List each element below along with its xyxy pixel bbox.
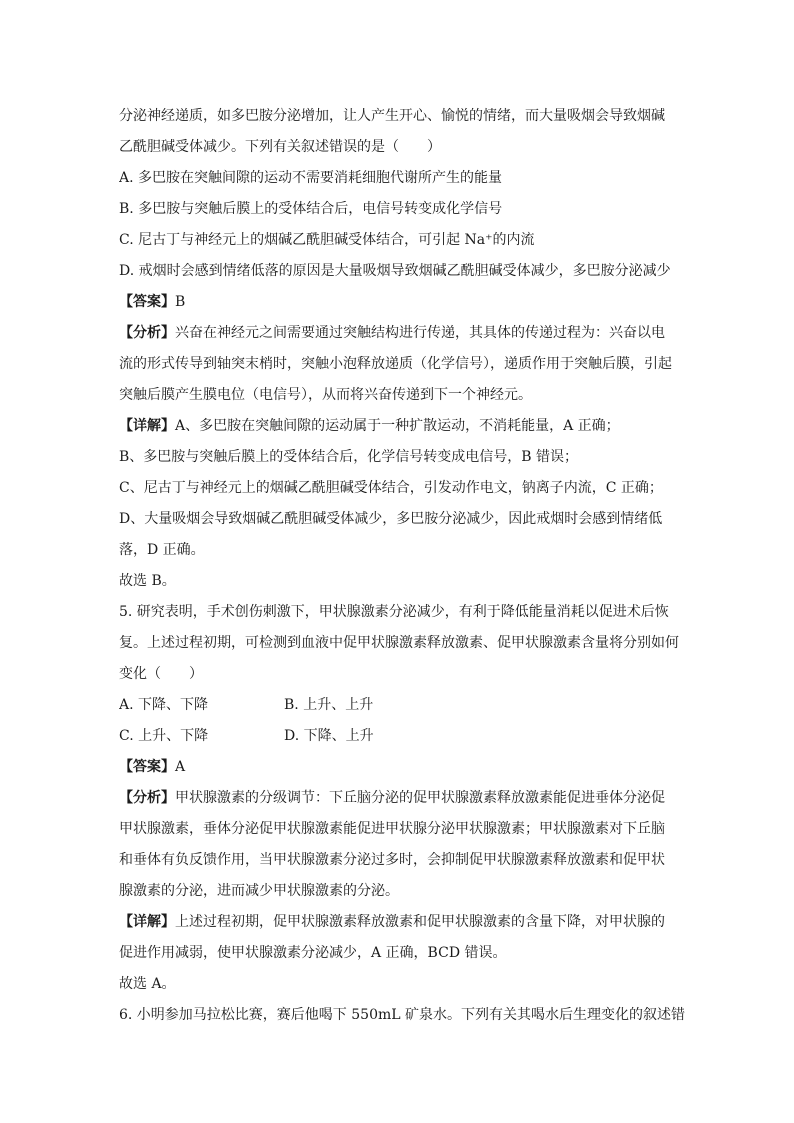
q4-detail-line-2: B、多巴胺与突触后膜上的受体结合后，化学信号转变成电信号，B 错误； xyxy=(119,449,579,465)
q4-stem-line-2: 乙酰胆碱受体减少。下列有关叙述错误的是（ ） xyxy=(119,139,441,155)
q6-stem-line-1: 6. 小明参加马拉松比赛，赛后他喝下 550mL 矿泉水。下列有关其喝水后生理变化的叙述错 xyxy=(119,1007,685,1023)
q5-analysis-line-2: 甲状腺激素，垂体分泌促甲状腺激素能促进甲状腺分泌甲状腺激素；甲状腺激素对下丘脑 xyxy=(119,821,665,837)
q4-analysis-tag: 【分析】 xyxy=(119,325,175,341)
document-content xyxy=(119,101,689,1031)
q5-stem-line-2: 复。上述过程初期，可检测到血液中促甲状腺激素释放激素、促甲状腺激素含量将分别如何 xyxy=(119,635,679,651)
q4-analysis-text-1: 兴奋在神经元之间需要通过突触结构进行传递，其具体的传递过程为：兴奋以电 xyxy=(175,325,665,341)
q4-analysis-line-1 xyxy=(119,318,689,349)
q5-answer-tag: 【答案】 xyxy=(119,759,175,775)
q4-conclusion: 故选 B。 xyxy=(119,573,176,589)
q4-answer-tag: 【答案】 xyxy=(119,294,175,310)
q4-detail-line-4: D、大量吸烟会导致烟碱乙酰胆碱受体减少，多巴胺分泌减少，因此戒烟时会感到情绪低 xyxy=(119,511,663,527)
q4-option-d: D. 戒烟时会感到情绪低落的原因是大量吸烟导致烟碱乙酰胆碱受体减少，多巴胺分泌减少 xyxy=(119,263,671,279)
q4-stem-line-1: 分泌神经递质，如多巴胺分泌增加，让人产生开心、愉悦的情绪，而大量吸烟会导致烟碱 xyxy=(119,108,665,124)
q5-analysis-line-4: 腺激素的分泌，进而减少甲状腺激素的分泌。 xyxy=(119,883,399,899)
q5-analysis-line-3: 和垂体有负反馈作用，当甲状腺激素分泌过多时，会抑制促甲状腺激素释放激素和促甲状 xyxy=(119,852,665,868)
q4-analysis-line-2: 流的形式传导到轴突末梢时，突触小泡释放递质（化学信号），递质作用于突触后膜，引起 xyxy=(119,356,672,372)
q5-option-a: A. 下降、下降 xyxy=(119,697,209,713)
q5-stem-line-3: 变化（ ） xyxy=(119,666,203,682)
q4-answer-value: B xyxy=(175,294,186,310)
q5-option-d: D. 下降、上升 xyxy=(284,728,374,744)
q4-answer xyxy=(119,287,689,318)
q4-detail-line-3: C、尼古丁与神经元上的烟碱乙酰胆碱受体结合，引发动作电文，钠离子内流，C 正确； xyxy=(119,480,663,496)
q5-analysis-text-1: 甲状腺激素的分级调节：下丘脑分泌的促甲状腺激素释放激素能促进垂体分泌促 xyxy=(175,790,665,806)
q5-answer xyxy=(119,752,689,783)
q5-option-c: C. 上升、下降 xyxy=(119,728,209,744)
q5-stem-line-1: 5. 研究表明，手术创伤刺激下，甲状腺激素分泌减少，有利于降低能量消耗以促进术后恢 xyxy=(119,604,669,620)
q5-analysis-line-1 xyxy=(119,783,689,814)
q5-detail-text-1: 上述过程初期，促甲状腺激素释放激素和促甲状腺激素的含量下降，对甲状腺的 xyxy=(175,914,665,930)
q4-option-b: B. 多巴胺与突触后膜上的受体结合后，电信号转变成化学信号 xyxy=(119,201,503,217)
q4-detail-line-1 xyxy=(119,411,689,442)
q5-detail-line-2: 促进作用减弱，使甲状腺激素分泌减少，A 正确，BCD 错误。 xyxy=(119,945,507,961)
q5-option-b: B. 上升、上升 xyxy=(284,697,374,713)
q5-answer-value: A xyxy=(175,759,186,775)
q5-options-row-1 xyxy=(119,690,689,721)
q5-detail-line-1 xyxy=(119,907,689,938)
q5-analysis-tag: 【分析】 xyxy=(119,790,175,806)
q4-analysis-line-3: 突触后膜产生膜电位（电信号），从而将兴奋传递到下一个神经元。 xyxy=(119,387,532,403)
q5-detail-tag: 【详解】 xyxy=(119,914,175,930)
q4-detail-line-5: 落，D 正确。 xyxy=(119,542,205,558)
q5-options-row-2 xyxy=(119,721,689,752)
q4-detail-tag: 【详解】 xyxy=(119,418,175,434)
q4-option-c: C. 尼古丁与神经元上的烟碱乙酰胆碱受体结合，可引起 Na⁺的内流 xyxy=(119,232,535,248)
q4-detail-text-1: A、多巴胺在突触间隙的运动属于一种扩散运动，不消耗能量，A 正确； xyxy=(175,418,620,434)
q5-conclusion: 故选 A。 xyxy=(119,976,176,992)
q4-option-a: A. 多巴胺在突触间隙的运动不需要消耗细胞代谢所产生的能量 xyxy=(119,170,503,186)
